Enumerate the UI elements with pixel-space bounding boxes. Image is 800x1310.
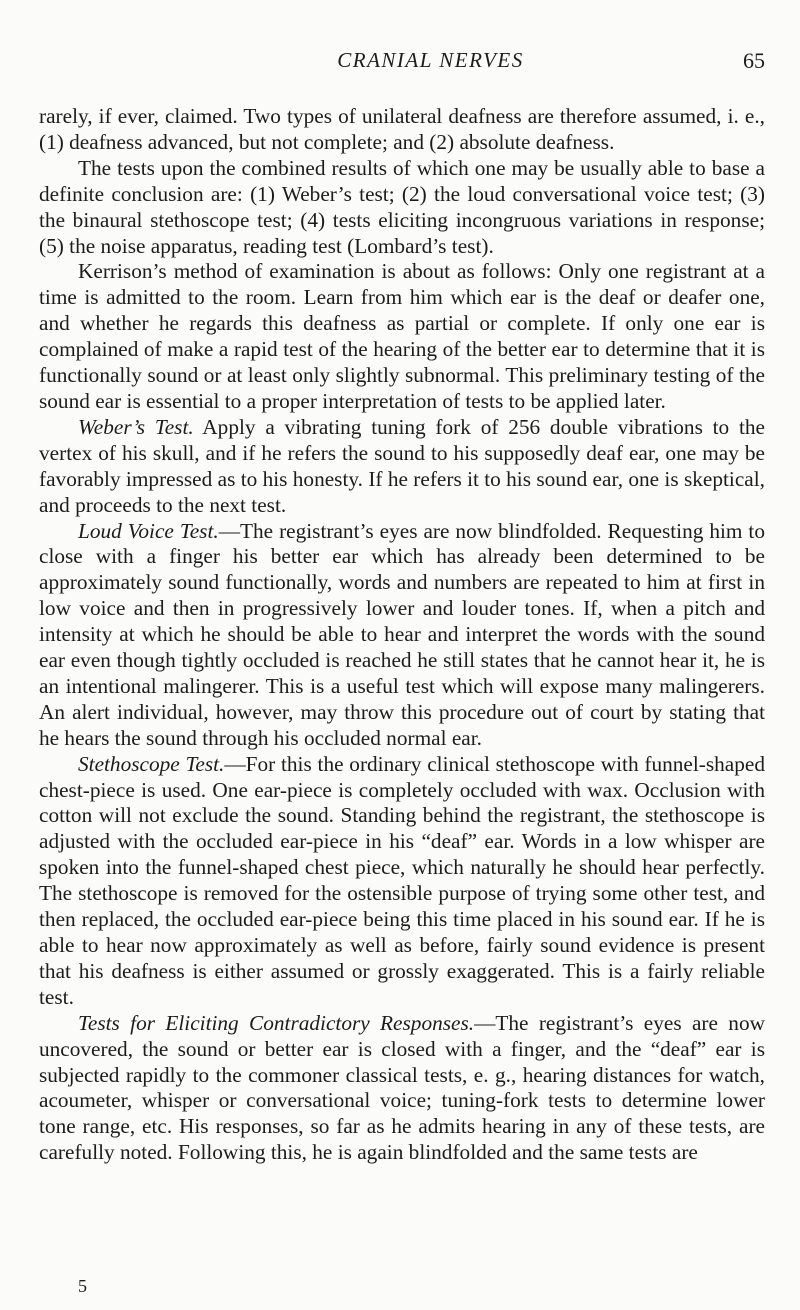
paragraph-text: —The registrant’s eyes are now uncovered, the sound or better ear is closed with a finger, and the “deaf” ear is subjected rapidly to the commoner classical tests, e. g., hearing distances for watch, acoumeter, whisper or conversational voice; tuning-fork tests to determine lower tone range, etc. His responses, so far as he admits hearing in any of these tests, are carefully noted. Following this, he is again blindfolded and the same tests are: [39, 1010, 765, 1165]
paragraph-tests-overview: [39, 156, 765, 260]
paragraph-stethoscope-test: [39, 752, 765, 1011]
page-number: 65: [743, 48, 765, 73]
paragraph-text: —The registrant’s eyes are now blindfolded. Requesting him to close with a finger his better ear which has already been determined to be approximately sound functionally, words and numbers are repeated to him at first in low voice and then in progressively lower and louder tones. If, when a pitch and intensity at which he should be able to hear and interpret the words with the sound ear even though tightly occluded is reached he still states that he cannot hear it, he is an intentional malingerer. This is a useful test which will expose many malingerers. An alert individual, however, may throw this procedure out of court by stating that he hears the sound through his occluded normal ear.: [39, 518, 765, 750]
paragraph-kerrison-method: [39, 259, 765, 414]
section-heading: Loud Voice Test.: [78, 518, 219, 543]
signature-mark: 5: [78, 1276, 87, 1296]
running-title: CRANIAL NERVES: [337, 48, 524, 72]
paragraph-loud-voice-test: [39, 519, 765, 752]
paragraph-text: Kerrison’s method of examination is about as follows: Only one registrant at a time is admitted to the room. Learn from him which ear is the deaf or deafer one, and whether he regards this deafness as partial or complete. If only one ear is complained of make a rapid test of the hearing of the better ear to determine that it is functionally sound or at least only slightly subnormal. This preliminary testing of the sound ear is essential to a proper interpretation of tests to be applied later.: [39, 259, 765, 413]
paragraph-webers-test: [39, 415, 765, 519]
paragraph-text: Apply a vibrating tuning fork of 256 double vibrations to the vertex of his skull, and if he refers the sound to his supposedly deaf ear, one may be favorably impressed as to his honesty. If he refers it to his sound ear, one is skeptical, and proceeds to the next test.: [39, 414, 765, 517]
paragraph-continuation: [39, 104, 765, 156]
paragraph-text: The tests upon the combined results of which one may be usually able to base a definite conclusion are: (1) Weber’s test; (2) the loud conversational voice test; (3) the binaural stethoscope test; (4) tests eliciting incongruous variations in response; (5) the noise apparatus, reading test (Lombard’s test).: [39, 155, 765, 258]
paragraph-text: —For this the ordinary clinical stethoscope with funnel-shaped chest-piece is used. One ear-piece is completely occluded with wax. Occlusion with cotton will not exclude the sound. Standing behind the registrant, the stethoscope is adjusted with the occluded ear-piece in his “deaf” ear. Words in a low whisper are spoken into the funnel-shaped chest piece, which naturally he should hear perfectly. The stethoscope is removed for the ostensible purpose of trying some other test, and then replaced, the occluded ear-piece being this time placed in his sound ear. If he is able to hear now approximately as well as before, fairly sound evidence is present that his deafness is either assumed or grossly exaggerated. This is a fairly reliable test.: [39, 751, 766, 1009]
body-text: [39, 104, 765, 1166]
paragraph-contradictory-responses: [39, 1011, 765, 1166]
section-heading: Stethoscope Test.: [78, 751, 225, 776]
paragraph-text: rarely, if ever, claimed. Two types of unilateral deafness are therefore assumed, i. e., (1) deafness advanced, but not complete; and (2) absolute deafness.: [39, 104, 765, 154]
section-heading: Tests for Eliciting Contradictory Responses.: [78, 1010, 475, 1035]
section-heading: Weber’s Test.: [78, 414, 194, 439]
running-head: [96, 48, 765, 84]
